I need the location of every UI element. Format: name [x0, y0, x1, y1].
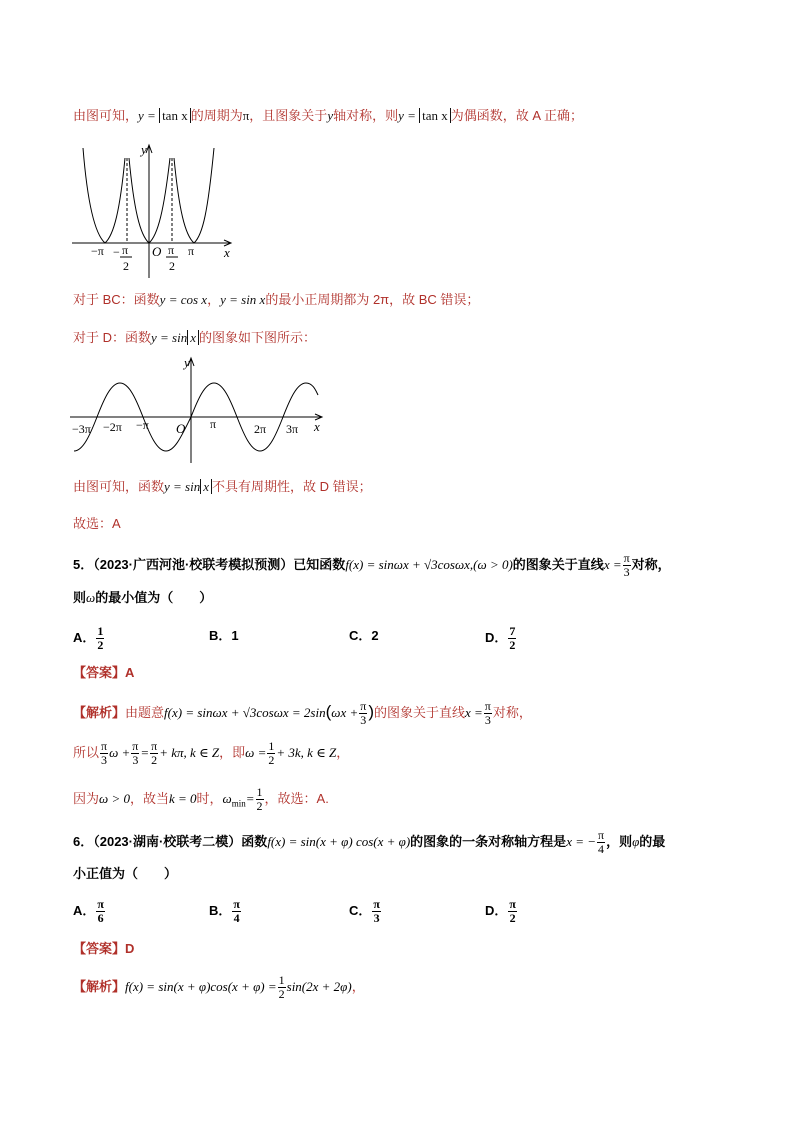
- tick-neg-half-pi-sign: −: [113, 245, 120, 259]
- q5-analysis-line1: 【解析】由题意f(x) = sinωx + √3cosωx = 2sin(ωx + $\frac{\pi}{3}$ )的图象关于直线x = $\frac{\pi}{3}$ 对称，: [73, 699, 532, 727]
- tick-neg-half-pi-den: 2: [123, 259, 129, 273]
- line-bc-conclusion: 对于 BC：函数y = cos x，y = sin x的最小正周期都为 2π，故 BC 错误；: [73, 292, 480, 307]
- tick-3pi: 3π: [286, 422, 299, 436]
- q5-analysis-line3: 因为ω > 0，故当k = 0时，$\omega_{min}=$ $\frac{1}{2}$ ，故选：A.: [73, 785, 329, 813]
- line-d-intro: 对于 D：函数y = sin x 的图象如下图所示：: [73, 330, 317, 345]
- y-axis-label: y: [184, 355, 190, 370]
- question-6-line1: 6．（2023·湖南·校联考二模）函数f(x) = sin(x + φ) cos(x + φ)的图象的一条对称轴方程是x = − $\frac{\pi}{4}$ ，则φ的最: [73, 828, 666, 856]
- tick-half-pi-num: π: [168, 243, 175, 257]
- q6-answer: 【答案】D: [73, 941, 135, 956]
- x-axis-label: x: [314, 419, 320, 434]
- question-6-line2: 小正值为（ ）: [73, 866, 178, 881]
- line-d-conclusion: 由图可知，函数y = sin x 不具有周期性，故 D 错误；: [73, 479, 372, 494]
- tick-neg-2pi: −2π: [103, 420, 122, 434]
- q6-analysis-line1: 【解析】f(x) = sin(x + φ)cos(x + φ) = $\frac{1}{2}$ sin(2x + 2φ)，: [73, 973, 365, 1001]
- q6-option-b[interactable]: B． $\frac{\pi}{4}$: [209, 897, 240, 925]
- q5-analysis-line2: 所以 $\frac{\pi}{3}$ ω + $\frac{\pi}{3}$ = $\frac{\pi}{2}$ + kπ, k ∈ Z，即ω = $\frac{1}{2}$ + 3k, k ∈ Z，: [73, 739, 350, 767]
- tick-neg-pi: −π: [91, 244, 104, 258]
- q6-option-d[interactable]: D． $\frac{\pi}{2}$: [485, 897, 516, 925]
- sin-abs-graph: [68, 355, 330, 467]
- q6-option-c[interactable]: C． $\frac{\pi}{3}$: [349, 897, 380, 925]
- tick-neg-pi: −π: [136, 418, 149, 432]
- tick-neg-half-pi-num: π: [122, 243, 129, 257]
- origin-label: O: [152, 244, 162, 259]
- tick-2pi: 2π: [254, 422, 267, 436]
- tick-half-pi-den: 2: [169, 259, 175, 273]
- x-axis-label: x: [224, 245, 230, 260]
- y-axis-label: y: [141, 142, 147, 157]
- tan-abs-graph: [68, 140, 238, 280]
- q5-option-a[interactable]: A． $\frac{1}{2}$: [73, 624, 104, 652]
- tick-pi: π: [210, 417, 217, 431]
- q5-option-b[interactable]: B．1: [209, 628, 239, 643]
- tick-pi: π: [188, 244, 195, 258]
- q5-option-d[interactable]: D． $\frac{7}{2}$: [485, 624, 516, 652]
- question-5-line2: 则ω的最小值为（ ）: [73, 590, 213, 605]
- q5-option-c[interactable]: C．2: [349, 628, 379, 643]
- q5-answer: 【答案】A: [73, 665, 135, 680]
- line-tan-conclusion: 由图可知，y = tan x 的周期为π，且图象关于y轴对称，则y = tan x 为偶函数，故 A 正确；: [73, 108, 583, 123]
- line-choice-a: 故选：A: [73, 516, 121, 531]
- q6-option-a[interactable]: A． $\frac{\pi}{6}$: [73, 897, 104, 925]
- tick-neg-3pi: −3π: [72, 422, 91, 436]
- origin-label: O: [176, 421, 186, 436]
- question-5-line1: 5．（2023·广西河池·校联考模拟预测）已知函数f(x) = sinωx + √3cosωx,(ω > 0)的图象关于直线x = $\frac{\pi}{3}$ 对称，: [73, 551, 671, 579]
